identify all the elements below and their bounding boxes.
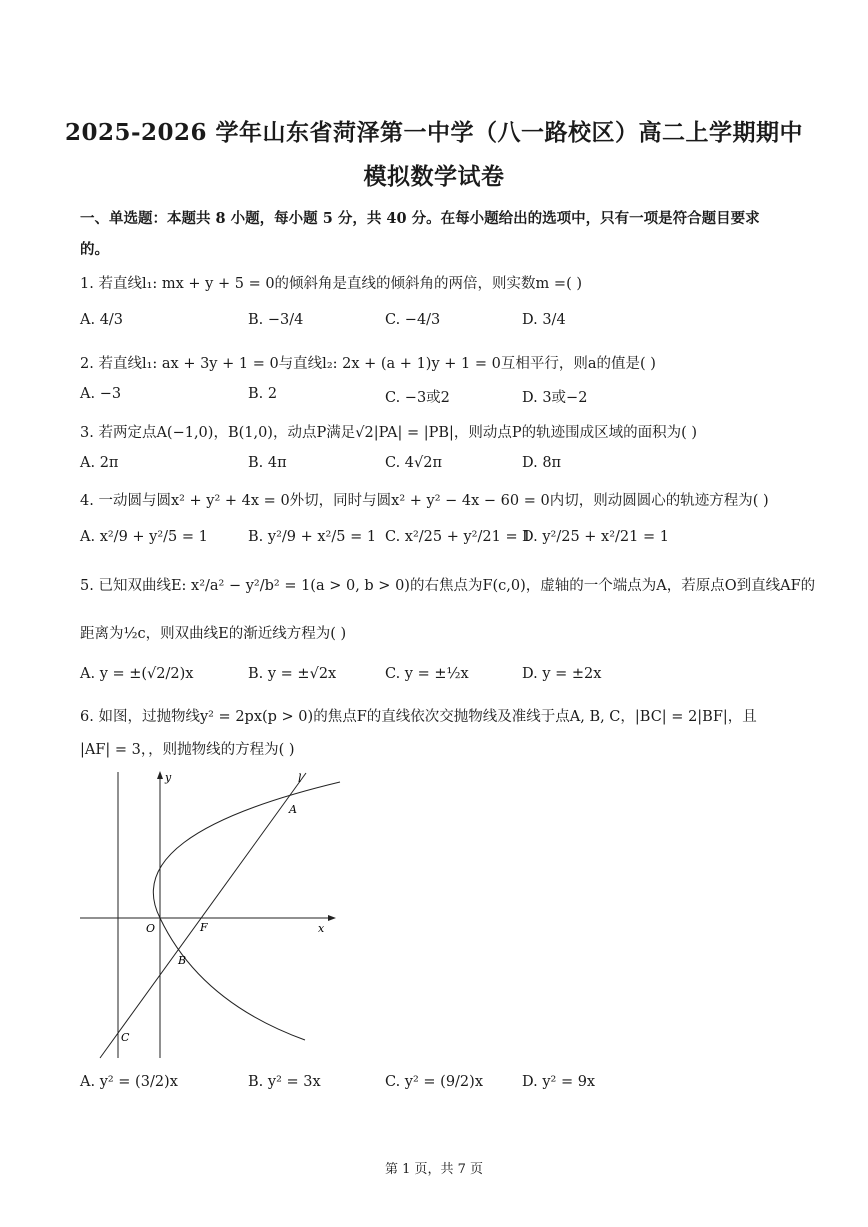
q5-option-c: C. y = ±½x [385,666,469,682]
exam-title-line1: 2025-2026 学年山东省菏泽第一中学（八一路校区）高二上学期期中 [64,119,804,146]
label-l: l [298,772,302,785]
parabola-curve [153,782,340,1040]
question-3-stem: 3. 若两定点A(−1,0)，B(1,0)，动点P满足√2|PA| = |PB|，则动点P的轨迹围成区域的面积为( ) [80,425,698,441]
q6-option-c: C. y² = (9/2)x [385,1074,483,1090]
exam-title-line2: 模拟数学试卷 [363,163,505,190]
q2-option-d: D. 3或−2 [522,390,588,406]
question-6-stem-cont: |AF| = 3，，则抛物线的方程为( ) [80,742,295,758]
q5-option-d: D. y = ±2x [522,666,602,682]
section-heading: 一、单选题：本题共 8 小题，每小题 5 分，共 40 分。在每小题给出的选项中，只有一项是符合题目要求 [80,210,760,227]
q5-option-a: A. y = ±(√2/2)x [80,666,194,682]
q5-option-b: B. y = ±√2x [248,666,337,682]
q4-option-c: C. x²/25 + y²/21 = 1 [385,529,532,545]
q2-option-b: B. 2 [248,386,278,402]
question-1-stem: 1. 若直线l₁: mx + y + 5 = 0的倾斜角是直线的倾斜角的两倍，则实数m =( ) [80,276,582,292]
label-F: F [200,921,208,934]
question-5-stem-cont: 距离为½c，则双曲线E的渐近线方程为( ) [80,626,347,642]
label-A: A [289,803,297,816]
q3-option-a: A. 2π [80,455,119,471]
q1-option-c: C. −4/3 [385,312,441,328]
q2-option-a: A. −3 [80,386,122,402]
q6-option-d: D. y² = 9x [522,1074,596,1090]
label-O: O [146,922,156,935]
q3-option-c: C. 4√2π [385,455,443,471]
x-axis-arrow [328,915,336,921]
question-6-stem: 6. 如图，过抛物线y² = 2px(p > 0)的焦点F的直线依次交抛物线及准线于点A, B, C，|BC| = 2|BF|，且 [80,709,757,725]
question-5-stem: 5. 已知双曲线E: x²/a² − y²/b² = 1(a > 0, b > 0)的右焦点为F(c,0)，虚轴的一个端点为A，若原点O到直线AF的 [80,578,816,594]
question-4-stem: 4. 一动圆与圆x² + y² + 4x = 0外切，同时与圆x² + y² − 4x − 60 = 0内切，则动圆圆心的轨迹方程为( ) [80,493,769,509]
q1-option-a: A. 4/3 [80,312,124,328]
q4-option-a: A. x²/9 + y²/5 = 1 [80,529,208,545]
y-axis-arrow [157,771,163,779]
q1-option-b: B. −3/4 [248,312,304,328]
q3-option-d: D. 8π [522,455,562,471]
q6-option-b: B. y² = 3x [248,1074,321,1090]
q6-option-a: A. y² = (3/2)x [80,1074,178,1090]
label-B: B [178,954,187,967]
label-y: y [165,771,172,784]
q4-option-b: B. y²/9 + x²/5 = 1 [248,529,377,545]
page-number-footer: 第 1 页，共 7 页 [384,1162,484,1177]
q1-option-d: D. 3/4 [522,312,566,328]
q2-option-c: C. −3或2 [385,390,450,406]
line-l [100,773,306,1058]
q4-option-d: D. y²/25 + x²/21 = 1 [522,529,669,545]
question-2-stem: 2. 若直线l₁: ax + 3y + 1 = 0与直线l₂: 2x + (a + 1)y + 1 = 0互相平行，则a的值是( ) [80,356,656,372]
label-x: x [318,922,325,935]
label-C: C [121,1031,130,1044]
q3-option-b: B. 4π [248,455,287,471]
parabola-figure [70,768,350,1068]
section-heading-cont: 的。 [80,241,109,258]
